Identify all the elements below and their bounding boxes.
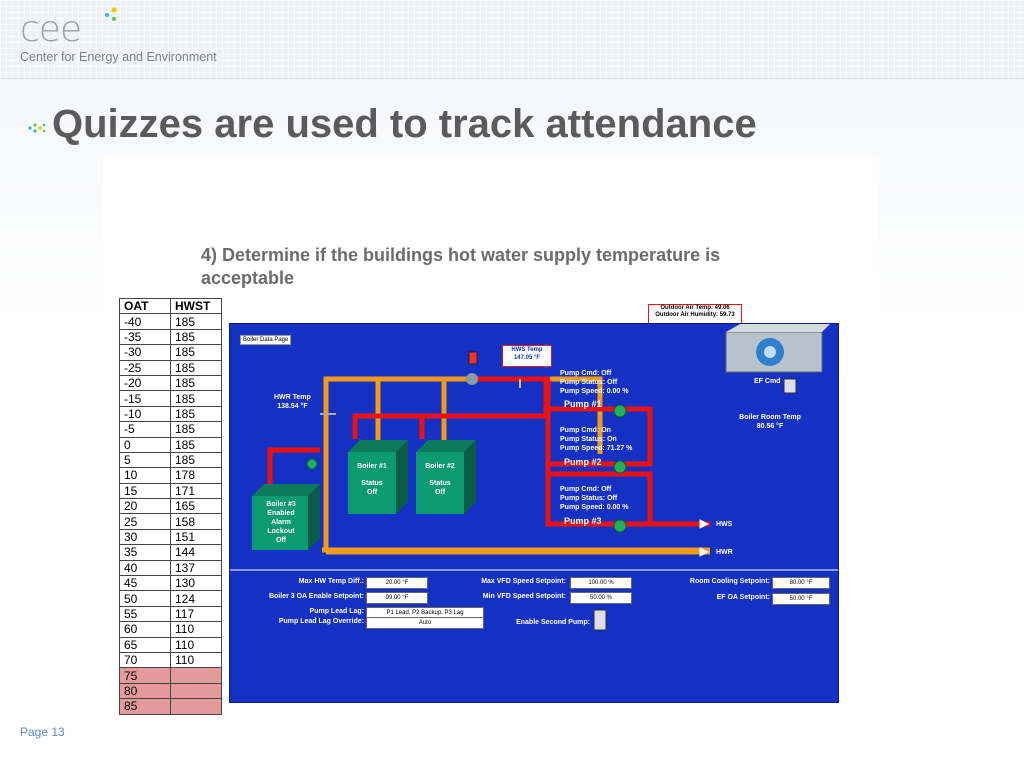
logo-dots-icon <box>100 6 120 26</box>
oat-cell: 0 <box>120 437 171 452</box>
pump-3-speed: 0.00 % <box>606 504 629 511</box>
hws-label: HWS <box>716 521 733 528</box>
table-row <box>120 452 222 467</box>
hwst-cell: 110 <box>171 652 222 667</box>
oat-cell: 35 <box>120 545 171 560</box>
oat-cell: -15 <box>120 391 171 406</box>
pump-1-cmd-label: Pump Cmd: <box>560 370 600 377</box>
pump-1-speed-label: Pump Speed: <box>560 388 605 395</box>
hwst-cell: 185 <box>171 345 222 360</box>
pump-1-speed: 0.00 % <box>606 388 629 395</box>
pump-1-status: Off <box>607 379 618 386</box>
boiler-room-temp <box>738 413 802 431</box>
table-row <box>120 529 222 544</box>
boiler-3-state: Enabled <box>267 510 295 517</box>
min-vfd-speed-field[interactable]: 50.00 % <box>570 592 632 604</box>
slide-title: Quizzes are used to track attendance <box>52 102 757 146</box>
pump-1-status-label: Pump Status: <box>560 379 606 386</box>
ef-oa-setpoint-label: EF OA Setpoint: <box>716 594 770 601</box>
pump-lead-lag-override-label: Pump Lead Lag Override: <box>278 618 364 625</box>
pump-3-status: Off <box>607 495 618 502</box>
table-row <box>120 314 222 329</box>
table-row <box>120 576 222 591</box>
pump-3-cmd-label: Pump Cmd: <box>560 486 600 493</box>
hwst-cell: 165 <box>171 499 222 514</box>
pump-2-cmd-label: Pump Cmd: <box>560 427 600 434</box>
hwst-cell: 110 <box>171 637 222 652</box>
table-row <box>120 375 222 390</box>
oat-cell: -20 <box>120 375 171 390</box>
oat-cell: 60 <box>120 622 171 637</box>
table-row <box>120 668 222 683</box>
logo-word: cee <box>20 9 82 50</box>
pump-2-name: Pump #2 <box>564 457 602 467</box>
boiler-3-alarm-value: Off <box>275 537 287 544</box>
col-header-hwst: HWST <box>171 299 222 314</box>
ef-cmd-label: EF Cmd <box>754 378 781 385</box>
boiler-3-oa-enable-label: Boiler 3 OA Enable Setpoint: <box>268 593 364 600</box>
table-row <box>120 483 222 498</box>
table-row <box>120 606 222 621</box>
hwst-cell: 117 <box>171 606 222 621</box>
pump-3-status-label: Pump Status: <box>560 495 606 502</box>
pump-2-speed-label: Pump Speed: <box>560 445 605 452</box>
pump-2-icon <box>614 461 626 473</box>
second-pump-switch-icon <box>594 610 606 630</box>
boiler-3-lockout-label: Lockout <box>267 528 295 535</box>
pump-2-speed: 71.27 % <box>606 445 633 452</box>
outdoor-air-temp: Outdoor Air Temp: 49.06 <box>660 305 730 311</box>
pump-3-speed-label: Pump Speed: <box>560 504 605 511</box>
max-hw-temp-diff-label: Max HW Temp Diff.: <box>298 578 364 585</box>
oat-cell: -40 <box>120 314 171 329</box>
oat-cell: 55 <box>120 606 171 621</box>
outdoor-air-humidity: Outdoor Air Humidity: 59.73 <box>655 312 735 318</box>
boiler-2-text <box>416 462 464 497</box>
hwst-cell: 124 <box>171 591 222 606</box>
pump-1-name: Pump #1 <box>564 399 602 409</box>
table-row <box>120 591 222 606</box>
pump-lead-lag-field[interactable]: P1 Lead, P2 Backup, P3 Lag <box>366 607 484 619</box>
table-row <box>120 545 222 560</box>
boiler-2-status: Off <box>434 489 446 496</box>
return-pump-icon <box>307 459 317 469</box>
hwst-cell <box>171 683 222 698</box>
pump-1-icon <box>614 405 626 417</box>
oat-cell: 45 <box>120 576 171 591</box>
table-row <box>120 699 222 714</box>
question-text: 4) Determine if the buildings hot water supply temperature is acceptable <box>201 245 721 288</box>
oat-cell: -35 <box>120 329 171 344</box>
table-row <box>120 499 222 514</box>
piping-diagram <box>230 324 838 702</box>
pump-2-status: On <box>607 436 617 443</box>
oat-cell: 85 <box>120 699 171 714</box>
pump-3-name: Pump #3 <box>564 516 602 526</box>
oat-cell: 80 <box>120 683 171 698</box>
oat-cell: 30 <box>120 529 171 544</box>
oat-cell: -25 <box>120 360 171 375</box>
table-row <box>120 345 222 360</box>
hwr-temp-label: HWR Temp <box>274 394 311 401</box>
boiler-3-name: Boiler #3 <box>266 501 296 508</box>
oat-cell: -5 <box>120 422 171 437</box>
boiler-room-temp-value: 80.56 °F <box>756 423 784 430</box>
pump-2-info <box>560 426 632 453</box>
table-row <box>120 422 222 437</box>
hwst-cell: 185 <box>171 452 222 467</box>
hwst-cell: 110 <box>171 622 222 637</box>
exhaust-fan-icon <box>726 324 830 372</box>
table-row <box>120 683 222 698</box>
table-row <box>120 391 222 406</box>
ef-oa-setpoint-field[interactable]: 50.00 °F <box>772 593 830 605</box>
pump-3-cmd: Off <box>601 486 612 493</box>
hws-temp-label: HWS Temp <box>511 347 543 353</box>
table-row <box>120 360 222 375</box>
oat-cell: 15 <box>120 483 171 498</box>
table-row <box>120 622 222 637</box>
hwr-temp-value: 138.54 °F <box>277 403 308 410</box>
pump-3-info <box>560 485 628 512</box>
table-row <box>120 652 222 667</box>
boiler-3-alarm-label: Alarm <box>271 519 291 526</box>
mixing-valve-icon <box>466 352 478 385</box>
table-row <box>120 437 222 452</box>
hwst-cell: 137 <box>171 560 222 575</box>
hwst-cell: 185 <box>171 360 222 375</box>
hwr-label: HWR <box>716 549 733 556</box>
hwst-cell <box>171 668 222 683</box>
hwst-cell: 171 <box>171 483 222 498</box>
pump-1-info <box>560 369 628 396</box>
hwst-cell: 151 <box>171 529 222 544</box>
oat-cell: -30 <box>120 345 171 360</box>
pump-1-cmd: Off <box>601 370 612 377</box>
min-vfd-speed-label: Min VFD Speed Setpoint: <box>482 593 566 600</box>
hws-temp-box <box>502 345 552 367</box>
hwst-cell: 185 <box>171 391 222 406</box>
boiler-room-temp-label: Boiler Room Temp <box>739 414 801 421</box>
boiler-1-name: Boiler #1 <box>357 463 387 470</box>
ef-switch-icon <box>784 379 796 393</box>
max-hw-temp-diff-field[interactable]: 20.00 °F <box>366 577 428 589</box>
table-row <box>120 514 222 529</box>
oat-cell: 75 <box>120 668 171 683</box>
hwst-cell: 185 <box>171 375 222 390</box>
hwst-cell: 185 <box>171 406 222 421</box>
pump-2-cmd: On <box>601 427 611 434</box>
hwst-cell: 185 <box>171 329 222 344</box>
table-row <box>120 406 222 421</box>
hwst-cell: 185 <box>171 422 222 437</box>
hwst-cell: 185 <box>171 437 222 452</box>
hwst-cell: 185 <box>171 314 222 329</box>
oat-cell: 70 <box>120 652 171 667</box>
oat-cell: 10 <box>120 468 171 483</box>
outdoor-air-box <box>648 304 742 324</box>
max-vfd-speed-label: Max VFD Speed Setpoint: <box>481 578 566 585</box>
max-vfd-speed-field[interactable]: 100.00 % <box>570 577 632 589</box>
bullet-icon <box>27 121 47 135</box>
room-cooling-setpoint-label: Room Cooling Setpoint: <box>689 578 770 585</box>
pump-2-status-label: Pump Status: <box>560 436 606 443</box>
room-cooling-setpoint-field[interactable]: 80.00 °F <box>772 577 830 589</box>
hwst-cell: 178 <box>171 468 222 483</box>
table-row <box>120 560 222 575</box>
boiler-2-name: Boiler #2 <box>425 463 455 470</box>
cee-logo <box>20 9 217 64</box>
table-row <box>120 329 222 344</box>
hwr-temp-readout <box>274 393 311 411</box>
oat-cell: 40 <box>120 560 171 575</box>
table-row <box>120 468 222 483</box>
boiler-1-text <box>348 462 396 497</box>
boiler-control-panel <box>229 323 839 703</box>
pump-3-icon <box>614 520 626 532</box>
page-number: Page 13 <box>20 725 65 739</box>
boiler-1-status: Off <box>366 489 378 496</box>
table-row <box>120 637 222 652</box>
logo-subtitle: Center for Energy and Environment <box>20 50 217 64</box>
hwst-cell <box>171 699 222 714</box>
boiler-1-status-label: Status <box>361 480 383 487</box>
oat-cell: -10 <box>120 406 171 421</box>
hws-arrow-icon <box>700 520 708 528</box>
boiler-2-status-label: Status <box>429 480 451 487</box>
boiler-3-text <box>256 500 306 545</box>
hwst-cell: 158 <box>171 514 222 529</box>
hws-temp-value: 147.05 °F <box>513 355 541 361</box>
hwst-cell: 144 <box>171 545 222 560</box>
pump-lead-lag-label: Pump Lead Lag: <box>309 608 364 615</box>
oat-cell: 25 <box>120 514 171 529</box>
reset-schedule-table <box>119 298 222 715</box>
enable-second-pump-label: Enable Second Pump: <box>516 619 590 626</box>
oat-cell: 20 <box>120 499 171 514</box>
oat-cell: 50 <box>120 591 171 606</box>
boiler-data-page-button[interactable]: Boiler Data Page <box>240 335 291 345</box>
col-header-oat: OAT <box>120 299 171 314</box>
boiler-3-oa-enable-field[interactable]: 99.00 °F <box>366 592 428 604</box>
hwst-cell: 130 <box>171 576 222 591</box>
pump-lead-lag-override-field[interactable]: Auto <box>366 617 484 629</box>
oat-cell: 65 <box>120 637 171 652</box>
oat-cell: 5 <box>120 452 171 467</box>
